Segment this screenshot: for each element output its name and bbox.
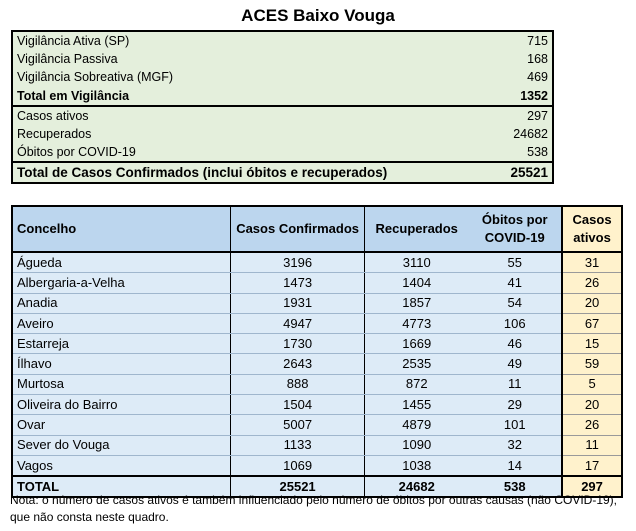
cell-ativos: 59 bbox=[562, 354, 622, 374]
cell-obitos: 11 bbox=[468, 374, 562, 394]
table-row bbox=[12, 252, 622, 273]
cell-obitos: 29 bbox=[468, 395, 562, 415]
cell-confirmados: 1730 bbox=[231, 334, 365, 354]
table-row bbox=[12, 273, 622, 293]
cell-confirmados: 1473 bbox=[231, 273, 365, 293]
total-confirmados: 25521 bbox=[231, 476, 365, 497]
cell-concelho: Ovar bbox=[12, 415, 231, 435]
header-ativos bbox=[562, 206, 622, 252]
table-row bbox=[12, 293, 622, 313]
cell-recuperados: 4879 bbox=[365, 415, 469, 435]
cell-ativos: 17 bbox=[562, 455, 622, 476]
header-concelho: Concelho bbox=[12, 206, 231, 252]
cell-concelho: Vagos bbox=[12, 455, 231, 476]
table-row bbox=[12, 395, 622, 415]
total-label: TOTAL bbox=[12, 476, 231, 497]
summary-label: Total em Vigilância bbox=[12, 87, 494, 106]
cell-recuperados: 1669 bbox=[365, 334, 469, 354]
footnote: Nota: o número de casos ativos é também influenciado pelo número de óbitos por outras causas (não COVID-19), que não consta neste quadro. bbox=[10, 493, 617, 524]
cell-confirmados: 2643 bbox=[231, 354, 365, 374]
cell-obitos: 32 bbox=[468, 435, 562, 455]
cell-obitos: 106 bbox=[468, 313, 562, 333]
cell-recuperados: 2535 bbox=[365, 354, 469, 374]
summary-label: Recuperados bbox=[12, 125, 494, 143]
header-obitos bbox=[468, 206, 562, 252]
cell-concelho: Oliveira do Bairro bbox=[12, 395, 231, 415]
table-row bbox=[12, 435, 622, 455]
table-row bbox=[12, 354, 622, 374]
cell-ativos: 31 bbox=[562, 252, 622, 273]
cell-ativos: 26 bbox=[562, 415, 622, 435]
cell-confirmados: 5007 bbox=[231, 415, 365, 435]
cell-recuperados: 1857 bbox=[365, 293, 469, 313]
summary-row bbox=[12, 143, 553, 162]
cell-obitos: 101 bbox=[468, 415, 562, 435]
cell-ativos: 11 bbox=[562, 435, 622, 455]
cell-recuperados: 1038 bbox=[365, 455, 469, 476]
header-recuperados: Recuperados bbox=[365, 206, 469, 252]
cell-ativos: 20 bbox=[562, 293, 622, 313]
table-row bbox=[12, 334, 622, 354]
cell-obitos: 46 bbox=[468, 334, 562, 354]
cell-concelho: Aveiro bbox=[12, 313, 231, 333]
cell-ativos: 5 bbox=[562, 374, 622, 394]
header-ativos-line1: Casos bbox=[572, 212, 612, 227]
summary-value: 297 bbox=[494, 106, 553, 125]
summary-row bbox=[12, 68, 553, 86]
cell-recuperados: 3110 bbox=[365, 252, 469, 273]
cell-confirmados: 3196 bbox=[231, 252, 365, 273]
summary-total-surveillance-row bbox=[12, 87, 553, 106]
cell-confirmados: 1504 bbox=[231, 395, 365, 415]
summary-label: Vigilância Sobreativa (MGF) bbox=[12, 68, 494, 86]
page-title: ACES Baixo Vouga bbox=[241, 6, 395, 25]
summary-total-confirmed-row bbox=[12, 162, 553, 183]
summary-value: 24682 bbox=[494, 125, 553, 143]
cell-confirmados: 1069 bbox=[231, 455, 365, 476]
cell-recuperados: 1455 bbox=[365, 395, 469, 415]
cell-obitos: 54 bbox=[468, 293, 562, 313]
summary-value: 469 bbox=[494, 68, 553, 86]
summary-label: Total de Casos Confirmados (inclui óbitos e recuperados) bbox=[12, 162, 494, 183]
header-obitos-line1: Óbitos por bbox=[481, 212, 548, 227]
summary-label: Vigilância Ativa (SP) bbox=[12, 31, 494, 50]
cell-confirmados: 4947 bbox=[231, 313, 365, 333]
table-row bbox=[12, 374, 622, 394]
cell-obitos: 14 bbox=[468, 455, 562, 476]
cell-concelho: Ílhavo bbox=[12, 354, 231, 374]
cell-recuperados: 1090 bbox=[365, 435, 469, 455]
summary-label: Vigilância Passiva bbox=[12, 50, 494, 68]
cell-ativos: 67 bbox=[562, 313, 622, 333]
surveillance-summary-table bbox=[11, 30, 554, 184]
total-obitos: 538 bbox=[468, 476, 562, 497]
cell-concelho: Águeda bbox=[12, 252, 231, 273]
summary-value: 168 bbox=[494, 50, 553, 68]
total-recuperados: 24682 bbox=[365, 476, 469, 497]
header-obitos-line2: COVID-19 bbox=[484, 230, 545, 245]
header-confirmados: Casos Confirmados bbox=[231, 206, 365, 252]
cell-concelho: Murtosa bbox=[12, 374, 231, 394]
cell-ativos: 20 bbox=[562, 395, 622, 415]
summary-value: 715 bbox=[494, 31, 553, 50]
summary-label: Óbitos por COVID-19 bbox=[12, 143, 494, 162]
table-row bbox=[12, 415, 622, 435]
header-ativos-line2: ativos bbox=[573, 230, 611, 245]
cell-recuperados: 872 bbox=[365, 374, 469, 394]
summary-row bbox=[12, 125, 553, 143]
cell-concelho: Albergaria-a-Velha bbox=[12, 273, 231, 293]
cell-confirmados: 888 bbox=[231, 374, 365, 394]
table-header-row bbox=[12, 206, 622, 252]
table-row bbox=[12, 313, 622, 333]
municipality-cases-table bbox=[11, 205, 623, 498]
summary-value: 25521 bbox=[494, 162, 553, 183]
summary-row bbox=[12, 50, 553, 68]
cell-recuperados: 4773 bbox=[365, 313, 469, 333]
cell-concelho: Sever do Vouga bbox=[12, 435, 231, 455]
summary-value: 538 bbox=[494, 143, 553, 162]
summary-row bbox=[12, 31, 553, 50]
cell-concelho: Estarreja bbox=[12, 334, 231, 354]
cell-obitos: 49 bbox=[468, 354, 562, 374]
cell-obitos: 55 bbox=[468, 252, 562, 273]
cell-recuperados: 1404 bbox=[365, 273, 469, 293]
cell-ativos: 26 bbox=[562, 273, 622, 293]
total-ativos: 297 bbox=[562, 476, 622, 497]
summary-label: Casos ativos bbox=[12, 106, 494, 125]
summary-value: 1352 bbox=[494, 87, 553, 106]
summary-row bbox=[12, 106, 553, 125]
table-row bbox=[12, 455, 622, 476]
cell-confirmados: 1133 bbox=[231, 435, 365, 455]
cell-concelho: Anadia bbox=[12, 293, 231, 313]
cell-ativos: 15 bbox=[562, 334, 622, 354]
cell-obitos: 41 bbox=[468, 273, 562, 293]
cell-confirmados: 1931 bbox=[231, 293, 365, 313]
